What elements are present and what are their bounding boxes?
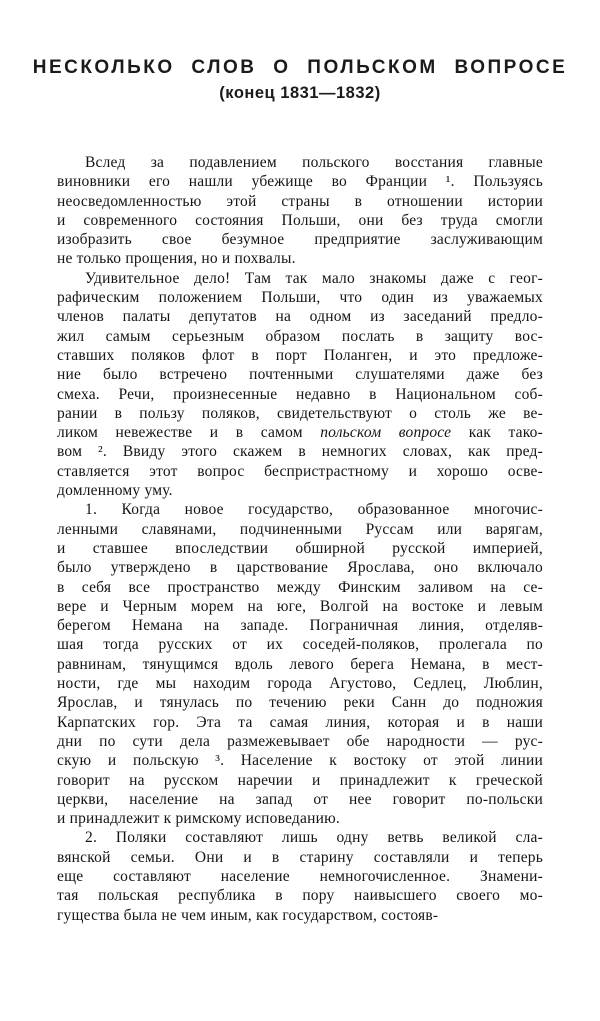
text-line: тая польская республика в пору наивысшего своего мо- [57, 887, 543, 905]
text-line: ние было встречено почтенными слушателями даже без [57, 366, 543, 384]
text-line: вянской семьи. Они и в старину составляли и теперь [57, 848, 543, 866]
text-line: домленному уму. [57, 482, 173, 500]
text-line: берегом Немана на западе. Пограничная линия, отделяв- [57, 617, 543, 635]
text-line: членов палаты депутатов на одном из заседаний предло- [57, 308, 543, 326]
body-text [57, 153, 543, 925]
paragraph [57, 153, 543, 269]
text-line: скую и польскую ³. Население к востоку от этой линии [57, 752, 543, 770]
text-line: ности, где мы находим города Агустово, Седлец, Люблин, [57, 675, 543, 693]
text-line: было утверждено в царствование Ярослава, оно включало [57, 559, 543, 577]
text-line: изобразить свое безумное предприятие заслуживающим [57, 231, 543, 249]
text-line: и принадлежит к римскому исповеданию. [57, 810, 340, 828]
paragraph [57, 269, 543, 501]
text-line: церкви, население на запад от нее говорит по-польски [57, 790, 543, 808]
text-line: в себя все пространство между Финским заливом на се- [57, 578, 543, 596]
text-line: неосведомленностью этой страны в отношении истории [57, 192, 543, 210]
text-line: Удивительное дело! Там так мало знакомы даже с геог- [85, 269, 543, 287]
text-line: 1. Когда новое государство, образованное многочис- [85, 501, 543, 519]
text-line: вере и Черным морем на юге, Волгой на востоке и левым [57, 597, 543, 615]
book-page [0, 57, 600, 1021]
text-line: и ставшее впоследствии обширной русской империей, [57, 539, 543, 557]
text-line: шая тогда русских от их соседей-поляков, пролегала по [57, 636, 543, 654]
text-line: не только прощения, но и похвалы. [57, 250, 296, 268]
text-line: жил самым серьезным образом послать в защиту вос- [57, 327, 543, 345]
text-line: рании в пользу поляков, свидетельствуют о столь же ве- [57, 404, 543, 422]
text-line: гущества была не чем иным, как государством, состояв- [57, 906, 439, 924]
text-line: 2. Поляки составляют лишь одну ветвь великой сла- [85, 829, 543, 847]
text-line: ленными славянами, подчиненными Руссам или варягам, [57, 520, 543, 538]
text-line: рафическим положением Польши, что один из уважаемых [57, 289, 543, 307]
paragraph [57, 828, 543, 924]
text-line: ставляется этот вопрос беспристрастному и хорошо осве- [57, 462, 543, 480]
text-line: Вслед за подавлением польского восстания главные [85, 154, 543, 171]
text-line: Карпатских гор. Эта та самая линия, которая и в наши [57, 713, 543, 731]
text-line: еще составляют население немногочисленное. Знамени- [57, 867, 543, 885]
text-line: вом ². Ввиду этого скажем в немногих словах, как пред- [57, 443, 543, 461]
text-line: равнинам, тянущимся вдоль левого берега Немана, в мест- [57, 655, 543, 673]
text-line: дни по сути дела размежевывает обе народности — рус- [57, 732, 543, 750]
text-line: ставших поляков флот в порт Поланген, и это предложе- [57, 346, 543, 364]
text-line: Ярослав, и тянулась по течению реки Санн до подножия [57, 694, 543, 712]
text-line: виновники его нашли убежище во Франции ¹. Пользуясь [57, 173, 543, 191]
text-line: ликом невежестве и в самом польском вопросе как тако- [57, 424, 543, 442]
text-line: и современного состояния Польши, они без труда смогли [57, 211, 543, 229]
page-title: НЕСКОЛЬКО СЛОВ О ПОЛЬСКОМ ВОПРОСЕ [32, 57, 568, 78]
page-subtitle: (конец 1831—1832) [219, 84, 381, 102]
text-line: говорит на русском наречии и принадлежит к греческой [57, 771, 543, 789]
text-line: смеха. Речи, произнесенные недавно в Национальном соб- [57, 385, 543, 403]
paragraph [57, 500, 543, 828]
